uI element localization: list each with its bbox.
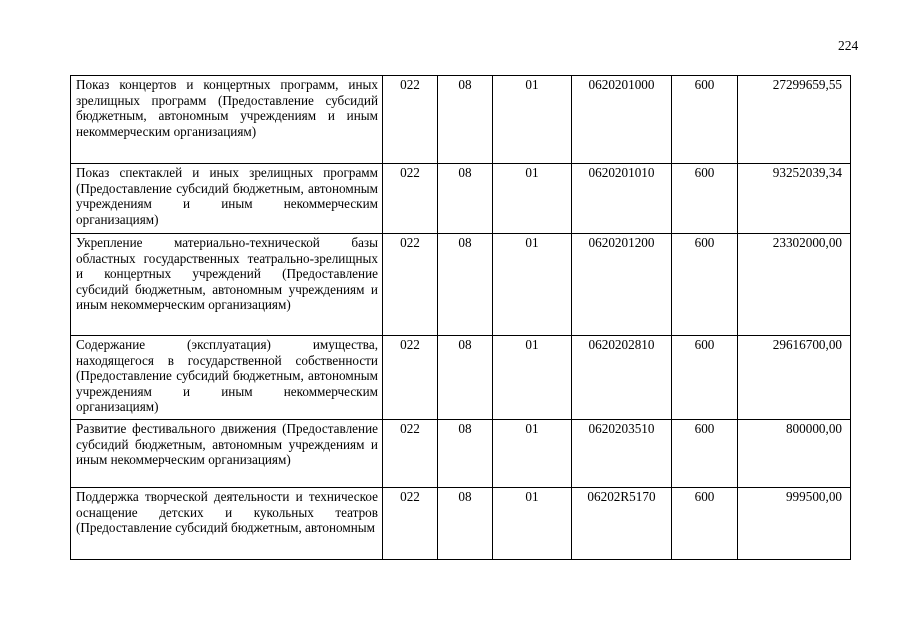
subsection-code-cell: 01 (493, 420, 572, 488)
grbs-code-cell: 022 (383, 234, 438, 336)
amount-cell: 27299659,55 (738, 76, 851, 164)
expense-type-cell: 600 (672, 420, 738, 488)
budget-table (70, 75, 851, 560)
target-article-cell: 0620202810 (572, 336, 672, 420)
target-article-cell: 0620203510 (572, 420, 672, 488)
table-row (71, 488, 851, 560)
expense-name-cell: Показ спектаклей и иных зрелищных программ (Предоставление субсидий бюджетным, автономным учреждениям и иным некоммерческим организациям) (71, 164, 383, 234)
expense-type-cell: 600 (672, 164, 738, 234)
table-row (71, 164, 851, 234)
section-code-cell: 08 (438, 420, 493, 488)
expense-name-cell: Содержание (эксплуатация) имущества, находящегося в государственной собственности (Предоставление субсидий бюджетным, автономным учреждениям и иным некоммерческим организациям) (71, 336, 383, 420)
grbs-code-cell: 022 (383, 420, 438, 488)
grbs-code-cell: 022 (383, 164, 438, 234)
expense-name-cell: Поддержка творческой деятельности и техническое оснащение детских и кукольных театров (Предоставление субсидий бюджетным, автономным (71, 488, 383, 560)
section-code-cell: 08 (438, 234, 493, 336)
grbs-code-cell: 022 (383, 488, 438, 560)
subsection-code-cell: 01 (493, 234, 572, 336)
amount-cell: 93252039,34 (738, 164, 851, 234)
table-row (71, 76, 851, 164)
expense-type-cell: 600 (672, 336, 738, 420)
section-code-cell: 08 (438, 336, 493, 420)
subsection-code-cell: 01 (493, 76, 572, 164)
grbs-code-cell: 022 (383, 76, 438, 164)
section-code-cell: 08 (438, 76, 493, 164)
amount-cell: 23302000,00 (738, 234, 851, 336)
subsection-code-cell: 01 (493, 336, 572, 420)
target-article-cell: 06202R5170 (572, 488, 672, 560)
target-article-cell: 0620201200 (572, 234, 672, 336)
expense-name-cell: Показ концертов и концертных программ, иных зрелищных программ (Предоставление субсидий бюджетным, автономным учреждениям и иным некоммерческим организациям) (71, 76, 383, 164)
page-number: 224 (838, 38, 859, 53)
amount-cell: 29616700,00 (738, 336, 851, 420)
table-row (71, 420, 851, 488)
amount-cell: 999500,00 (738, 488, 851, 560)
expense-type-cell: 600 (672, 76, 738, 164)
grbs-code-cell: 022 (383, 336, 438, 420)
section-code-cell: 08 (438, 488, 493, 560)
expense-type-cell: 600 (672, 234, 738, 336)
subsection-code-cell: 01 (493, 488, 572, 560)
expense-type-cell: 600 (672, 488, 738, 560)
expense-name-cell: Укрепление материально-технической базы областных государственных театрально-зрелищных и концертных учреждений (Предоставление субсидий бюджетным, автономным учреждениям и иным некоммерческим организациям) (71, 234, 383, 336)
amount-cell: 800000,00 (738, 420, 851, 488)
expense-name-cell: Развитие фестивального движения (Предоставление субсидий бюджетным, автономным учреждениям и иным некоммерческим организациям) (71, 420, 383, 488)
section-code-cell: 08 (438, 164, 493, 234)
table-row (71, 234, 851, 336)
table-row (71, 336, 851, 420)
subsection-code-cell: 01 (493, 164, 572, 234)
target-article-cell: 0620201000 (572, 76, 672, 164)
target-article-cell: 0620201010 (572, 164, 672, 234)
